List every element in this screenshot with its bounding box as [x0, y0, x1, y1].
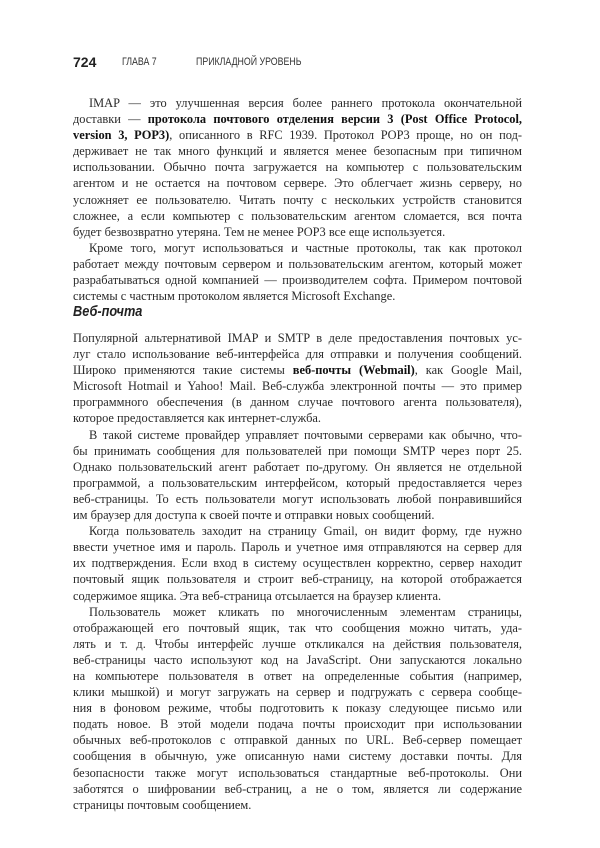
text-line	[73, 652, 522, 668]
text-run: сложнее, а если компьютер с пользовательским агентом сломается, вся почта	[73, 208, 522, 223]
text-run: программного обеспечения (в данном случае почтового агента пользователя),	[73, 395, 522, 410]
text-run: доставки —	[73, 112, 148, 127]
text-line	[73, 111, 522, 127]
text-run: которое предоставляется как интернет-служба.	[73, 411, 321, 426]
text-line	[73, 224, 522, 240]
paragraph	[73, 240, 522, 304]
text-line	[73, 636, 522, 652]
text-line	[73, 555, 522, 571]
section-heading-webmail: Веб-почта	[73, 303, 143, 320]
text-run: веб-страницы часто используют код на JavaScript. Они запускаются локально	[73, 652, 522, 667]
text-line	[73, 588, 522, 604]
text-line	[73, 700, 522, 716]
section-imap-pop3	[73, 95, 522, 304]
text-run: клики мышкой) и могут загружать на сервер и подгружать с сервера сообще-	[73, 685, 522, 700]
text-run: Однако пользовательский агент работает по-другому. Он является не отдельной	[73, 459, 522, 474]
text-line	[73, 346, 522, 362]
text-line	[73, 781, 522, 797]
text-run: IMAP — это улучшенная версия более раннего протокола окончательной	[89, 96, 522, 110]
chapter-title: ПРИКЛАДНОЙ УРОВЕНЬ	[196, 56, 302, 68]
text-run: Microsoft Hotmail и Yahoo! Mail. Веб-служба электронной почты — это пример	[73, 379, 522, 394]
text-run: Когда пользователь заходит на страницу Gmail, он видит форму, где нужно	[89, 524, 522, 539]
text-run: заботятся о шифровании веб-страниц, а не о том, является ли содержание	[73, 781, 522, 796]
paragraph	[73, 604, 522, 813]
text-line	[73, 716, 522, 732]
text-run: им браузер для доступа к своей почте и отправки новых сообщений.	[73, 508, 435, 523]
text-line	[73, 427, 522, 443]
text-line	[73, 620, 522, 636]
text-run: бы принимать сообщения для пользователей при помощи SMTP через порт 25.	[73, 443, 522, 458]
text-run: подать новое. В этой модели подача почты происходит при использовании	[73, 717, 522, 732]
text-run: их подтверждения. Если вход в систему осуществлен корректно, сервер находит	[73, 556, 522, 571]
text-run: , описанного в RFC 1939. Протокол POP3 проще, но он под-	[169, 128, 522, 143]
text-run: на компьютере пользователя в ответ на определенные события (например,	[73, 668, 522, 683]
text-run: луг стало использование веб-интерфейса для отправки и получения сообщений.	[73, 347, 522, 362]
text-run: системы с частным протоколом является Microsoft Exchange.	[73, 289, 396, 304]
text-line	[73, 362, 522, 378]
text-line	[73, 127, 522, 143]
text-run: , как Google Mail,	[414, 363, 522, 378]
text-run: усложняет ее пользователю. Читать почту с нескольких устройств становится	[73, 192, 522, 207]
paragraph	[73, 330, 522, 427]
text-line	[73, 507, 522, 523]
text-line	[73, 378, 522, 394]
text-run: страницы почтовым сообщением.	[73, 797, 252, 812]
section-webmail	[73, 330, 522, 813]
text-run: В такой системе провайдер управляет почтовыми серверами как обычно, что-	[89, 427, 522, 442]
text-line	[73, 272, 522, 288]
bold-term: version 3, POP3)	[73, 128, 170, 143]
text-line	[73, 765, 522, 781]
chapter-label: ГЛАВА 7	[122, 56, 157, 68]
text-run: безопасности также могут использоваться стандартные веб-протоколы. Они	[73, 765, 522, 780]
text-line	[73, 175, 522, 191]
text-run: содержимое ящика. Эта веб-страница отсылается на браузер клиента.	[73, 588, 442, 603]
text-run: агентом и не остается на почтовом сервере. Это облегчает жизнь серверу, но	[73, 176, 522, 191]
text-run: лять и т. д. Чтобы интерфейс лучше откликался на действия пользователя,	[73, 636, 522, 651]
text-run: держивает не так много функций и является менее безопасным при типичном	[73, 144, 522, 159]
text-run: веб-страницы. То есть пользователи могут использовать любой понравившийся	[73, 491, 522, 506]
text-run: программой, а пользовательским интерфейсом, который предоставляется через	[73, 475, 522, 490]
text-line	[73, 288, 522, 304]
page-number: 724	[73, 54, 97, 70]
text-line	[73, 394, 522, 410]
text-run: Широко применяются такие системы	[73, 363, 293, 378]
text-line	[73, 732, 522, 748]
text-run: обычных веб-протоколов с отправкой данных по URL. Веб-сервер помещает	[73, 733, 522, 748]
text-line	[73, 159, 522, 175]
bold-term: веб-почты (Webmail)	[292, 363, 415, 378]
text-line	[73, 192, 522, 208]
text-run: Пользователь может кликать по многочисленным элементам страницы,	[89, 604, 522, 619]
text-line	[73, 571, 522, 587]
text-run: сообщения в обычную, уже описанную нами систему доставки почты. Для	[73, 749, 522, 764]
text-run: ввести учетное имя и пароль. Пароль и учетное имя отправляются на сервер для	[73, 540, 522, 555]
text-line	[73, 797, 522, 813]
paragraph	[73, 523, 522, 603]
text-line	[73, 523, 522, 539]
text-run: Популярной альтернативой IMAP и SMTP в деле предоставления почтовых ус-	[73, 331, 522, 345]
text-line	[73, 443, 522, 459]
text-line	[73, 143, 522, 159]
text-run: будет безвозвратно утеряна. Тем не менее POP3 все еще используется.	[73, 224, 446, 239]
text-line	[73, 330, 522, 346]
text-line	[73, 410, 522, 426]
text-run: разрабатываться одной компанией — производителем софта. Примером почтовой	[73, 273, 522, 288]
text-line	[73, 668, 522, 684]
paragraph	[73, 427, 522, 524]
text-line	[73, 748, 522, 764]
paragraph	[73, 95, 522, 240]
text-line	[73, 475, 522, 491]
text-run: почтовый ящик пользователя и строит веб-страницу, на которой отображается	[73, 572, 522, 587]
text-line	[73, 95, 522, 111]
text-run: ния в фоновом режиме, чтобы подготовить к показу следующее письмо или	[73, 701, 522, 716]
text-line	[73, 539, 522, 555]
text-line	[73, 604, 522, 620]
text-line	[73, 240, 522, 256]
text-line	[73, 684, 522, 700]
text-run: использовании. Обычно почта загружается на компьютер с пользовательским	[73, 160, 522, 175]
text-line	[73, 208, 522, 224]
text-line	[73, 459, 522, 475]
bold-term: протокола почтового отделения версии 3 (Post Office Protocol,	[147, 112, 522, 127]
text-run: Кроме того, могут использоваться и частные протоколы, так как протокол	[89, 240, 522, 255]
text-run: отображающей его почтовый ящик, так что сообщения можно читать, уда-	[73, 620, 522, 635]
text-run: работает между почтовым сервером и пользовательским агентом, который может	[73, 256, 522, 271]
text-line	[73, 256, 522, 272]
text-line	[73, 491, 522, 507]
